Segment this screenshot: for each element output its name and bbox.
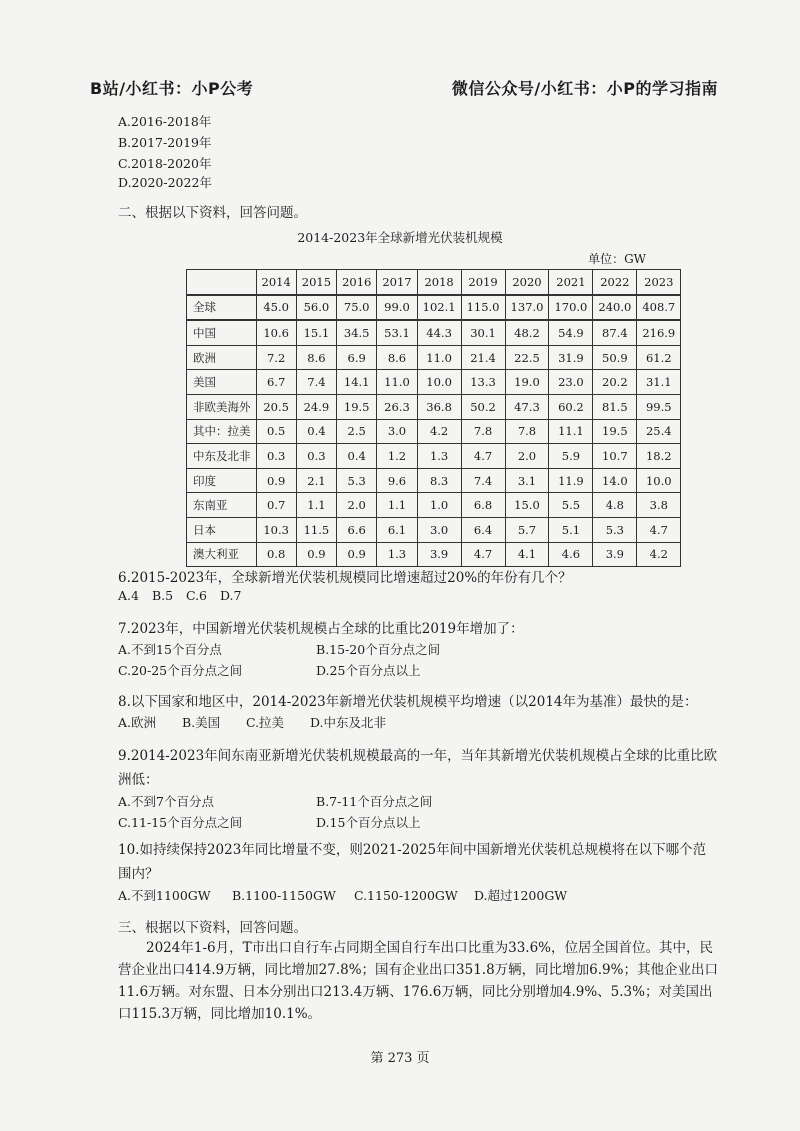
table-cell: 6.8 [461, 493, 505, 518]
question-8-text: 8.以下国家和地区中，2014-2023年新增光伏装机规模平均增速（以2014年为基准）最快的是： [118, 694, 698, 710]
table-cell: 15.0 [505, 493, 549, 518]
table-cell: 0.4 [296, 419, 336, 444]
q8-option-a: A.欧洲 [118, 715, 157, 730]
q7-option-c: C.20-25个百分点之间 [118, 663, 243, 678]
q7-option-d: D.25个百分点以上 [315, 663, 421, 678]
q8-option-b: B.美国 [181, 715, 221, 730]
table-cell: 23.0 [549, 370, 593, 395]
table-cell: 4.7 [637, 517, 681, 542]
q10-option-a: A.不到1100GW [118, 888, 211, 903]
question-9-options-row1 [118, 792, 432, 810]
table-header-cell: 2016 [337, 270, 377, 295]
q9-option-a: A.不到7个百分点 [118, 794, 214, 809]
q6-option-d: D.7 [219, 588, 242, 603]
table-cell: 87.4 [593, 320, 637, 345]
table-cell: 11.9 [549, 468, 593, 493]
table-cell: 36.8 [417, 394, 461, 419]
question-9-text: 9.2014-2023年间东南亚新增光伏装机规模最高的一年，当年其新增光伏装机规模占全球的比重比欧洲低： [118, 748, 718, 788]
table-cell: 19.5 [593, 419, 637, 444]
table-cell: 30.1 [461, 320, 505, 345]
table-cell: 99.5 [637, 394, 681, 419]
table-cell: 10.6 [256, 320, 296, 345]
table-cell: 6.9 [337, 345, 377, 370]
table-cell: 1.1 [377, 493, 417, 518]
table-cell: 5.9 [549, 444, 593, 469]
table-cell: 4.2 [637, 542, 681, 567]
table-row [187, 345, 681, 370]
table-row-label: 澳大利亚 [187, 542, 257, 567]
table-cell: 6.7 [256, 370, 296, 395]
table-header-cell: 2014 [256, 270, 296, 295]
data-table [186, 269, 681, 567]
table-cell: 61.2 [637, 345, 681, 370]
table-cell: 6.4 [461, 517, 505, 542]
table-cell: 44.3 [417, 320, 461, 345]
table-cell: 408.7 [637, 295, 681, 321]
table-cell: 0.9 [296, 542, 336, 567]
table-row-label: 美国 [187, 370, 257, 395]
table-cell: 19.5 [337, 394, 377, 419]
q7-option-a: A.不到15个百分点 [118, 642, 222, 657]
table-cell: 1.2 [377, 444, 417, 469]
table-cell: 2.1 [296, 468, 336, 493]
table-cell: 11.1 [549, 419, 593, 444]
table-cell: 0.3 [296, 444, 336, 469]
table-cell: 7.4 [296, 370, 336, 395]
table-row-label: 中国 [187, 320, 257, 345]
table-cell: 0.9 [256, 468, 296, 493]
q10-option-b: B.1100-1150GW [231, 888, 336, 903]
table-unit: 单位：GW [588, 252, 646, 266]
table-cell: 1.1 [296, 493, 336, 518]
table-cell: 31.9 [549, 345, 593, 370]
q6-option-c: C.6 [185, 588, 208, 603]
table-cell: 216.9 [637, 320, 681, 345]
table-cell: 3.0 [377, 419, 417, 444]
table-cell: 56.0 [296, 295, 336, 321]
table-row-label: 全球 [187, 295, 257, 321]
table-cell: 11.5 [296, 517, 336, 542]
table-cell: 21.4 [461, 345, 505, 370]
table-cell: 14.0 [593, 468, 637, 493]
table-cell: 0.4 [337, 444, 377, 469]
table-cell: 9.6 [377, 468, 417, 493]
table-header-cell: 2015 [296, 270, 336, 295]
question-7-text: 7.2023年，中国新增光伏装机规模占全球的比重比2019年增加了： [118, 621, 524, 637]
question-9-options-row2 [118, 813, 420, 831]
table-cell: 115.0 [461, 295, 505, 321]
table-row-label: 欧洲 [187, 345, 257, 370]
table-corner-cell [187, 270, 257, 295]
table-cell: 34.5 [337, 320, 377, 345]
prev-option-b: B.2017-2019年 [118, 135, 212, 150]
q7-option-b: B.15-20个百分点之间 [315, 642, 441, 657]
table-row [187, 419, 681, 444]
table-cell: 4.8 [593, 493, 637, 518]
table-cell: 50.9 [593, 345, 637, 370]
q6-option-b: B.5 [151, 588, 174, 603]
table-cell: 19.0 [505, 370, 549, 395]
table-cell: 47.3 [505, 394, 549, 419]
table-cell: 11.0 [377, 370, 417, 395]
table-header-cell: 2020 [505, 270, 549, 295]
table-cell: 31.1 [637, 370, 681, 395]
table-cell: 137.0 [505, 295, 549, 321]
table-header-cell: 2023 [637, 270, 681, 295]
table-cell: 5.3 [337, 468, 377, 493]
question-10-text: 10.如持续保持2023年同比增量不变，则2021-2025年间中国新增光伏装机总规模将在以下哪个范围内？ [118, 842, 707, 882]
table-row-label: 印度 [187, 468, 257, 493]
table-cell: 5.5 [549, 493, 593, 518]
table-row-label: 中东及北非 [187, 444, 257, 469]
table-cell: 0.8 [256, 542, 296, 567]
table-cell: 18.2 [637, 444, 681, 469]
table-cell: 0.3 [256, 444, 296, 469]
table-cell: 99.0 [377, 295, 417, 321]
table-cell: 4.7 [461, 444, 505, 469]
table-cell: 2.0 [505, 444, 549, 469]
table-title: 2014-2023年全球新增光伏装机规模 [297, 230, 503, 245]
table-header-row [187, 270, 681, 295]
q10-option-c: C.1150-1200GW [353, 888, 458, 903]
prev-option-d: D.2020-2022年 [118, 175, 212, 190]
table-cell: 3.1 [505, 468, 549, 493]
table-row-label: 东南亚 [187, 493, 257, 518]
question-7-options-row2 [118, 661, 420, 679]
table-cell: 14.1 [337, 370, 377, 395]
table-cell: 1.3 [417, 444, 461, 469]
table-cell: 60.2 [549, 394, 593, 419]
table-row [187, 295, 681, 321]
table-cell: 7.8 [461, 419, 505, 444]
table-cell: 53.1 [377, 320, 417, 345]
table-cell: 22.5 [505, 345, 549, 370]
table-row [187, 444, 681, 469]
q10-option-d: D.超过1200GW [473, 888, 568, 903]
table-cell: 0.7 [256, 493, 296, 518]
table-cell: 3.9 [593, 542, 637, 567]
table-cell: 4.1 [505, 542, 549, 567]
q6-option-a: A.4 [118, 588, 139, 603]
table-cell: 48.2 [505, 320, 549, 345]
header-right: 微信公众号/小红书：小P的学习指南 [451, 79, 718, 98]
header-left: B站/小红书：小P公考 [90, 79, 254, 98]
prev-option-a: A.2016-2018年 [118, 114, 212, 129]
table-header-cell: 2018 [417, 270, 461, 295]
table-cell: 6.1 [377, 517, 417, 542]
table-cell: 4.6 [549, 542, 593, 567]
table-row [187, 493, 681, 518]
table-row [187, 320, 681, 345]
table-cell: 20.5 [256, 394, 296, 419]
table-cell: 25.4 [637, 419, 681, 444]
table-row [187, 517, 681, 542]
table-cell: 54.9 [549, 320, 593, 345]
section3-heading: 三、根据以下资料，回答问题。 [118, 920, 307, 936]
section2-heading: 二、根据以下资料，回答问题。 [118, 205, 307, 221]
table-cell: 10.0 [637, 468, 681, 493]
table-cell: 11.0 [417, 345, 461, 370]
table-cell: 81.5 [593, 394, 637, 419]
table-cell: 6.6 [337, 517, 377, 542]
table-cell: 10.0 [417, 370, 461, 395]
table-cell: 7.4 [461, 468, 505, 493]
table-cell: 75.0 [337, 295, 377, 321]
table-cell: 45.0 [256, 295, 296, 321]
page-number: 第 273 页 [370, 1051, 430, 1066]
table-cell: 3.9 [417, 542, 461, 567]
table-cell: 8.3 [417, 468, 461, 493]
section3-paragraph: 2024年1-6月，T市出口自行车占同期全国自行车出口比重为33.6%，位居全国首位。其中，民营企业出口414.9万辆，同比增加27.8%；国有企业出口351.8万辆，同比增加6.9%；其他企业出口11.6万辆。对东盟、日本分别出口213.4万辆、176.6万辆，同比分别增加4.9%、5.3%；对美国出口115.3万辆，同比增加10.1%。 [118, 940, 718, 1022]
table-row [187, 394, 681, 419]
table-header-cell: 2019 [461, 270, 505, 295]
table-header-cell: 2021 [549, 270, 593, 295]
table-cell: 0.5 [256, 419, 296, 444]
question-6-options [118, 588, 241, 603]
table-cell: 5.3 [593, 517, 637, 542]
question-8-options [118, 713, 386, 731]
table-cell: 5.1 [549, 517, 593, 542]
table-cell: 240.0 [593, 295, 637, 321]
table-row-label: 日本 [187, 517, 257, 542]
table-cell: 5.7 [505, 517, 549, 542]
table-cell: 24.9 [296, 394, 336, 419]
table-cell: 10.3 [256, 517, 296, 542]
table-row-label: 其中：拉美 [187, 419, 257, 444]
table-row [187, 468, 681, 493]
table-row [187, 542, 681, 567]
table-cell: 13.3 [461, 370, 505, 395]
table-cell: 4.2 [417, 419, 461, 444]
table-cell: 3.0 [417, 517, 461, 542]
table-cell: 2.5 [337, 419, 377, 444]
prev-option-c: C.2018-2020年 [118, 156, 212, 171]
table-cell: 20.2 [593, 370, 637, 395]
table-cell: 3.8 [637, 493, 681, 518]
table-cell: 7.2 [256, 345, 296, 370]
table-cell: 26.3 [377, 394, 417, 419]
table-cell: 15.1 [296, 320, 336, 345]
table-cell: 7.8 [505, 419, 549, 444]
table-cell: 1.0 [417, 493, 461, 518]
table-row [187, 370, 681, 395]
table-cell: 8.6 [377, 345, 417, 370]
q9-option-d: D.15个百分点以上 [315, 815, 421, 830]
question-7-options-row1 [118, 640, 440, 658]
table-cell: 50.2 [461, 394, 505, 419]
q8-option-d: D.中东及北非 [309, 715, 387, 730]
table-cell: 1.3 [377, 542, 417, 567]
table-header-cell: 2017 [377, 270, 417, 295]
table-cell: 170.0 [549, 295, 593, 321]
table-row-label: 非欧美海外 [187, 394, 257, 419]
table-cell: 8.6 [296, 345, 336, 370]
table-cell: 4.7 [461, 542, 505, 567]
question-10-options [118, 886, 567, 904]
table-cell: 10.7 [593, 444, 637, 469]
question-6-text: 6.2015-2023年，全球新增光伏装机规模同比增速超过20%的年份有几个？ [118, 570, 572, 586]
q9-option-b: B.7-11个百分点之间 [315, 794, 433, 809]
q8-option-c: C.拉美 [245, 715, 285, 730]
table-cell: 102.1 [417, 295, 461, 321]
table-cell: 0.9 [337, 542, 377, 567]
table-header-cell: 2022 [593, 270, 637, 295]
q9-option-c: C.11-15个百分点之间 [118, 815, 243, 830]
table-cell: 2.0 [337, 493, 377, 518]
